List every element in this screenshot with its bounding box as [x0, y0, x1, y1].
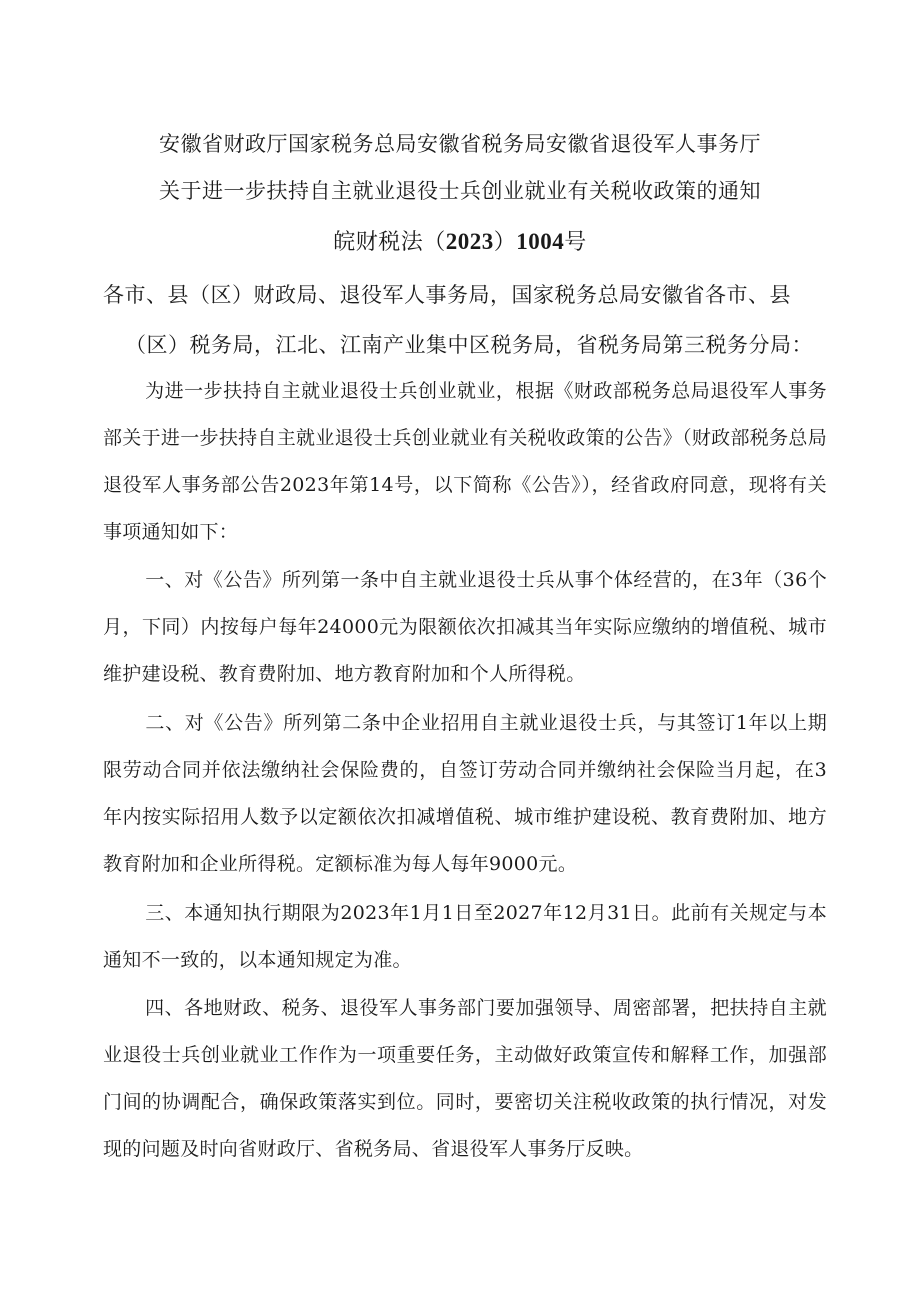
docnum-suffix: 号 [564, 230, 587, 255]
addressee [103, 270, 823, 370]
docnum-year: 2023 [445, 229, 494, 254]
paragraph-item-2-text: 二、对《公告》所列第二条中企业招用自主就业退役士兵，与其签订1年以上期限劳动合同并依法缴纳社会保险费的，自签订劳动合同并缴纳社会保险当月起，在3年内按实际招用人数予以定额依次扣减增值税、城市维护建设税、教育费附加、地方教育附加和企业所得税。定额标准为每人每年9000元。 [103, 712, 827, 875]
paragraph-item-4-text: 四、各地财政、税务、退役军人事务部门要加强领导、周密部署，把扶持自主就业退役士兵创业就业工作作为一项重要任务，主动做好政策宣传和解释工作，加强部门间的协调配合，确保政策落实到位。同时，要密切关注税收政策的执行情况，对发现的问题及时向省财政厅、省税务局、省退役军人事务厅反映。 [103, 997, 827, 1160]
paragraph-item-1 [103, 557, 827, 698]
docnum-number: 1004 [516, 229, 565, 254]
paragraph-item-3 [103, 890, 827, 984]
docnum-prefix: 皖财税法（ [333, 230, 446, 255]
paragraph-item-2 [103, 700, 827, 888]
docnum-mid: ） [493, 230, 517, 255]
paragraph-item-1-text: 一、对《公告》所列第一条中自主就业退役士兵从事个体经营的，在3年（36个月，下同）内按每户每年24000元为限额依次扣减其当年实际应缴纳的增值税、城市维护建设税、教育费附加、地方教育附加和个人所得税。 [103, 569, 827, 685]
document-title: 关于进一步扶持自主就业退役士兵创业就业有关税收政策的通知 [159, 179, 761, 203]
document-number [0, 225, 920, 256]
paragraph-item-3-text: 三、本通知执行期限为2023年1月1日至2027年12月31日。此前有关规定与本通知不一致的，以本通知规定为准。 [103, 902, 827, 971]
issuing-authorities: 安徽省财政厅国家税务总局安徽省税务局安徽省退役军人事务厅 [159, 132, 761, 156]
addressee-line-2: （区）税务局，江北、江南产业集中区税务局，省税务局第三税务分局： [125, 333, 813, 357]
paragraph-item-4 [103, 985, 827, 1173]
addressee-line-1: 各市、县（区）财政局、退役军人事务局，国家税务总局安徽省各市、县 [103, 283, 791, 307]
paragraph-intro-text: 为进一步扶持自主就业退役士兵创业就业，根据《财政部税务总局退役军人事务部关于进一步扶持自主就业退役士兵创业就业有关税收政策的公告》（财政部税务总局退役军人事务部公告2023年第14号，以下简称《公告》），经省政府同意，现将有关事项通知如下： [103, 380, 827, 543]
paragraph-intro [103, 368, 827, 556]
